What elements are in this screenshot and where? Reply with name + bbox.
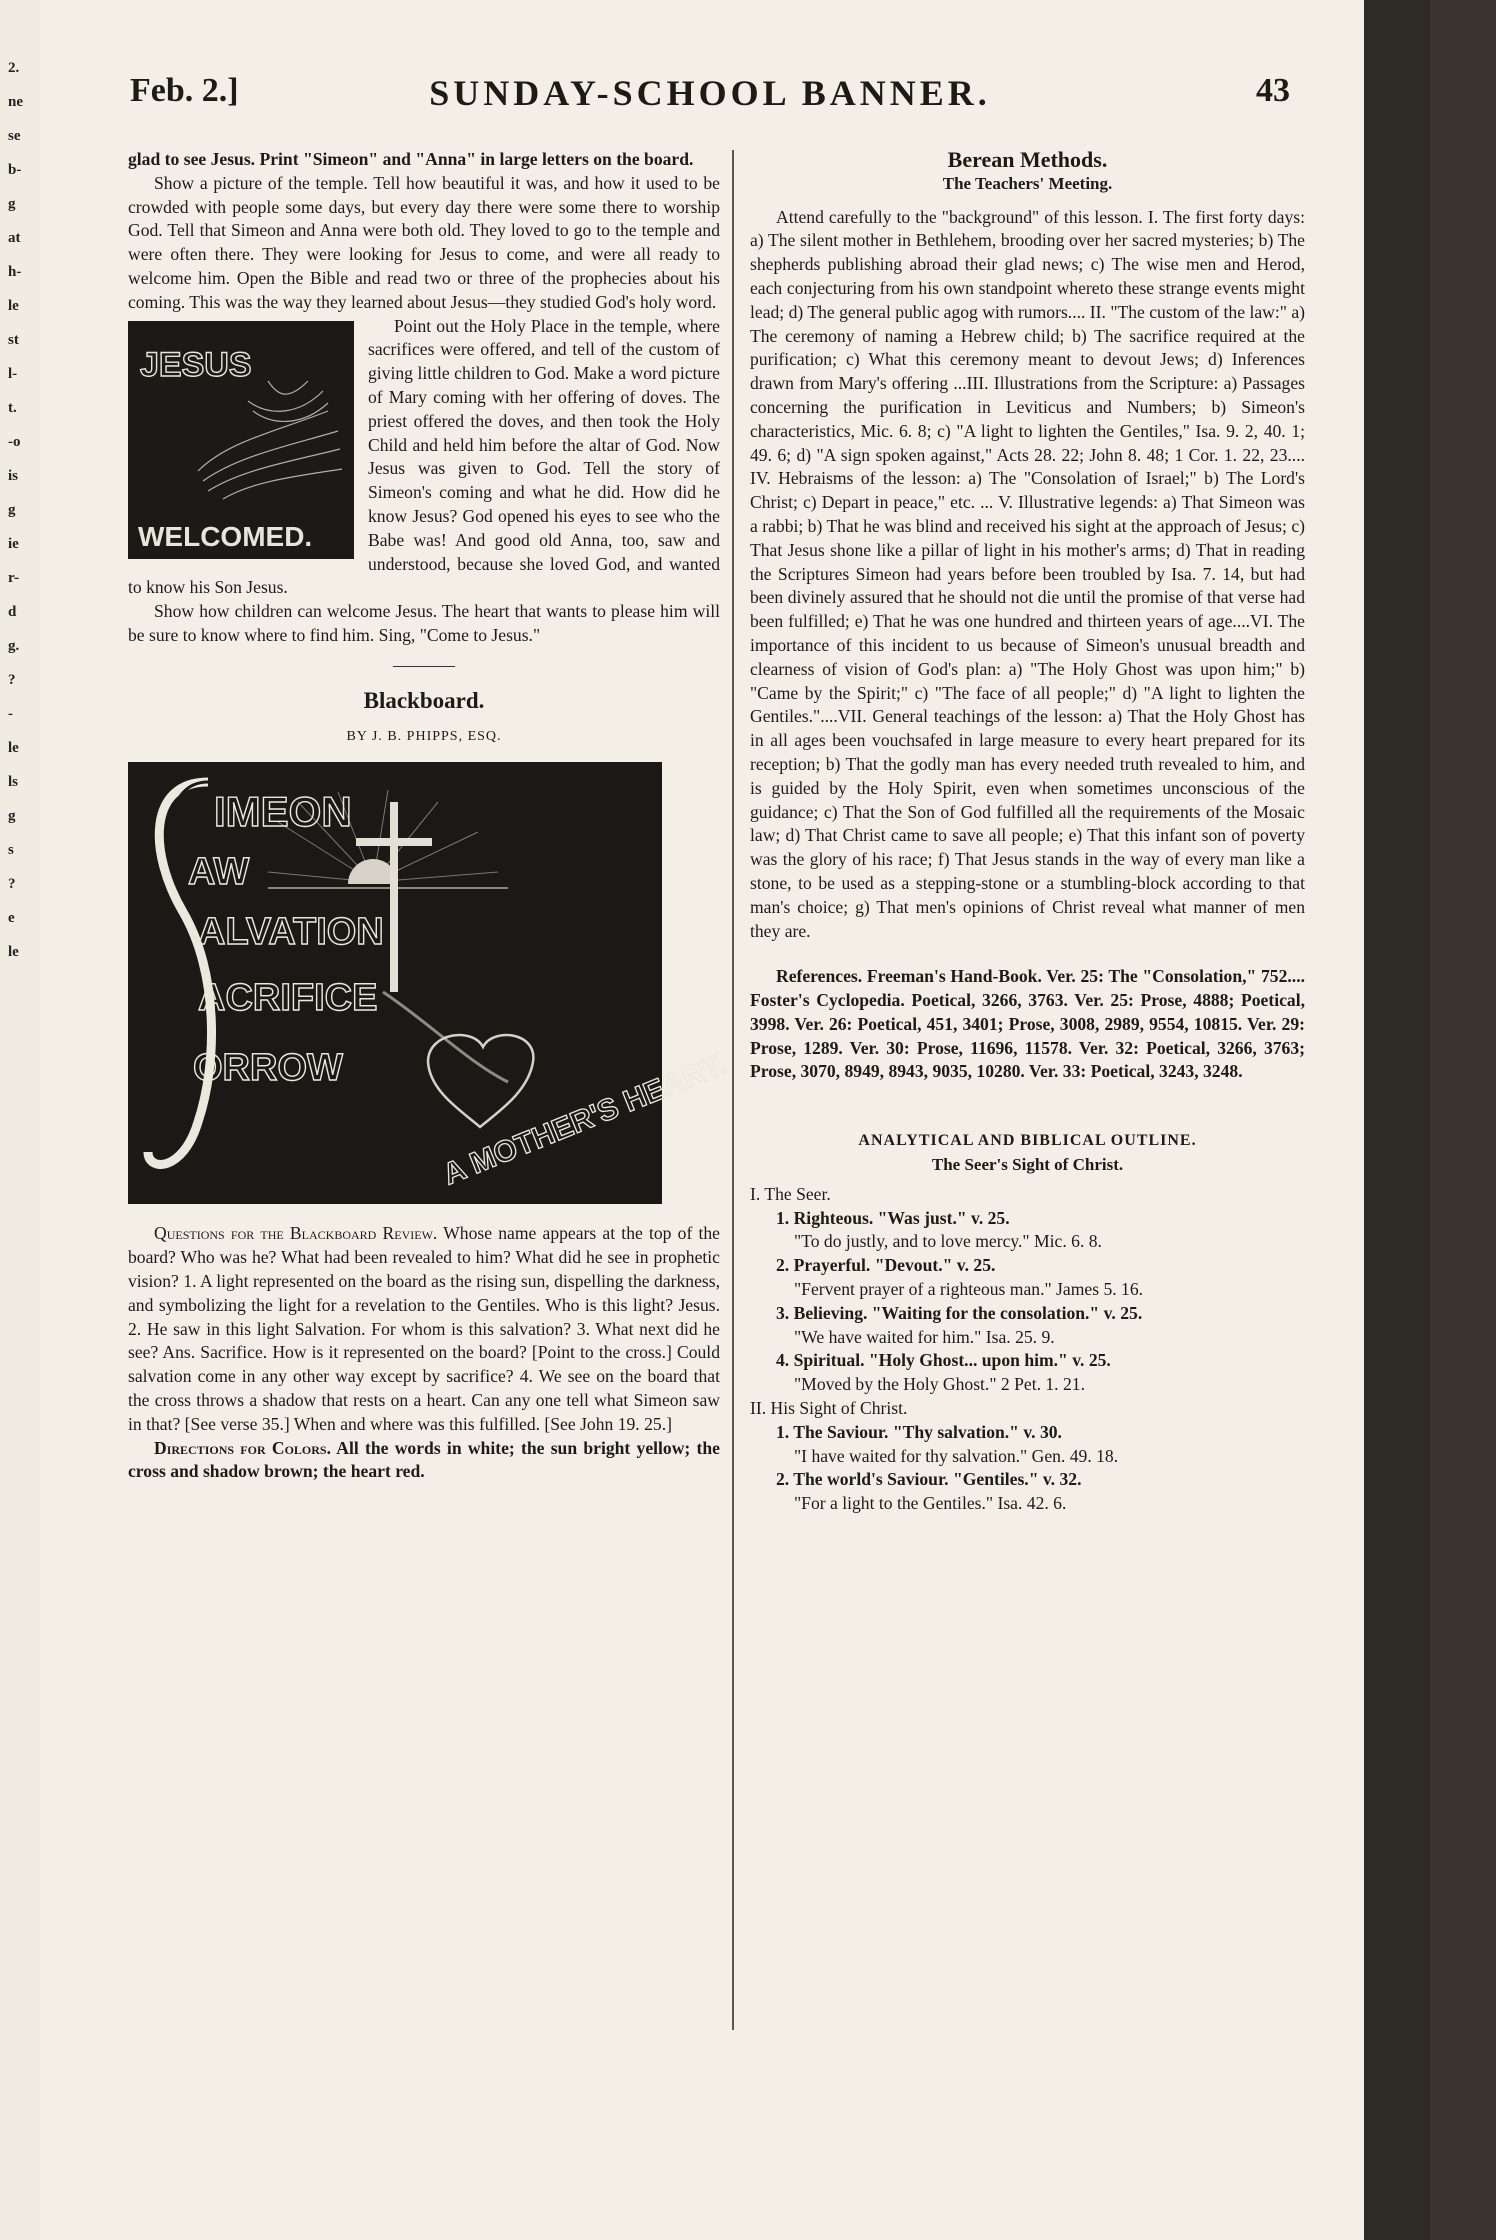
bb-line-sacrifice: ACRIFICE bbox=[198, 977, 378, 1020]
bleed-fragment: d bbox=[8, 604, 17, 620]
bleed-fragment: 2. bbox=[8, 60, 20, 76]
image-text-welcomed: WELCOMED. bbox=[138, 520, 313, 552]
bleed-fragment: g bbox=[8, 502, 16, 518]
questions-text: Whose name appears at the top of the board? Who was he? What had been revealed to him? What did he see in prophetic vision? 1. A light represented on the board as the rising sun, dispelling the darkness, and symbolizing the light for a revelation to the Gentiles. Who is this light? Jesus. 2. He saw in this light Salvation. For whom is this salvation? 3. What next did he see? Ans. Sacrifice. How is it represented on the board? [Point to the cross.] Could salvation come in any other way except by sacrifice? 4. We see on the board that the cross throws a shadow that rests on a heart. Can any one tell what Simeon saw in that? [See verse 35.] When and where was this fulfilled. [See John 19. 25.] bbox=[128, 1223, 720, 1434]
outline-heading: ANALYTICAL AND BIBLICAL OUTLINE. bbox=[858, 1132, 1197, 1150]
colors-text: All the words in white; the sun bright yellow; the cross and shadow brown; the heart red. bbox=[128, 1437, 720, 1482]
blackboard-illustration bbox=[128, 762, 732, 1204]
bleed-fragment: s bbox=[8, 842, 14, 858]
blackboard-byline: BY J. B. PHIPPS, ESQ. bbox=[346, 728, 502, 744]
image-text-jesus: JESUS bbox=[140, 345, 252, 384]
outline-item: "We have waited for him." Isa. 25. 9. bbox=[794, 1326, 1055, 1347]
bleed-fragment: -o bbox=[8, 434, 21, 450]
bb-line-simeon: IMEON bbox=[214, 788, 352, 836]
left-page-bleed bbox=[0, 0, 42, 2240]
hands-illustration bbox=[128, 321, 354, 559]
outline-item: 2. The world's Saviour. "Gentiles." v. 32. bbox=[776, 1469, 1082, 1490]
colors-paragraph bbox=[128, 1437, 720, 1485]
bleed-fragment: b- bbox=[8, 162, 22, 178]
bleed-fragment: ie bbox=[8, 536, 19, 552]
colors-label: Directions for Colors. bbox=[154, 1437, 332, 1458]
outline-item: "For a light to the Gentiles." Isa. 42. 6. bbox=[794, 1493, 1067, 1514]
bleed-fragment: se bbox=[8, 128, 21, 144]
outline-item: 4. Spiritual. "Holy Ghost... upon him." v. 25. bbox=[776, 1350, 1111, 1371]
questions-paragraph bbox=[128, 1222, 720, 1436]
section-rule bbox=[393, 666, 455, 667]
paragraph: glad to see Jesus. Print "Simeon" and "Anna" in large letters on the board. bbox=[128, 149, 694, 169]
references-text: Freeman's Hand-Book. Ver. 25: The "Consolation," 752.... Foster's Cyclopedia. Poetical, 3266, 3763. Ver. 25: Prose, 4888; Poetical, 3998. Ver. 26: Poetical, 451, 3401; Prose, 3008, 2989, 9554, 10815. Ver. 29: Prose, 1289. Ver. 30: Prose, 11696, 11578. Ver. 32: Poetical, 3266, 3763; Prose, 3070, 8949, 8943, 9035, 10280. Ver. 33: Poetical, 3243, 3248. bbox=[750, 966, 1305, 1082]
bleed-fragment: ? bbox=[8, 672, 16, 688]
blackboard-drawing bbox=[128, 762, 732, 1204]
bleed-fragment: st bbox=[8, 332, 19, 348]
bleed-fragment: le bbox=[8, 740, 19, 756]
paragraph: Show a picture of the temple. Tell how beautiful it was, and how it used to be crowded with people some days, but every day there were some there to worship God. Tell that Simeon and Anna were both old. They loved to go to the temple and were often there. They were looking for Jesus to come, and were all ready to welcome him. Open the Bible and read two or three of the prophecies about his coming. This was the way they learned about Jesus—they studied God's holy word. bbox=[128, 172, 720, 312]
outline-item: 3. Believing. "Waiting for the consolation." v. 25. bbox=[776, 1302, 1143, 1323]
paragraph: Show how children can welcome Jesus. The heart that wants to please him will be sure to know where to find him. Sing, "Come to Jesus." bbox=[128, 601, 720, 645]
bleed-fragment: - bbox=[8, 706, 13, 722]
header-title: SUNDAY-SCHOOL BANNER. bbox=[429, 73, 991, 113]
left-column bbox=[128, 148, 732, 1484]
outline-list bbox=[750, 1183, 1305, 1516]
outline-item: 1. The Saviour. "Thy salvation." v. 30. bbox=[776, 1421, 1062, 1442]
blackboard-heading: Blackboard. bbox=[363, 687, 485, 713]
outline-item: "Moved by the Holy Ghost." 2 Pet. 1. 21. bbox=[794, 1374, 1085, 1395]
berean-body: Attend carefully to the "background" of this lesson. I. The first forty days: a) The silent mother in Bethlehem, brooding over her sacred mysteries; b) The shepherds publishing abroad their glad news; c) The wise men and Herod, each conjecturing from his own standpoint whereto these strange events might lead; d) The general public agog with rumors.... II. "The custom of the law:" a) The ceremony of naming a Hebrew child; b) The sacrifice required at the purification; c) What this ceremony meant to devout Jews; d) Inferences drawn from Mary's offering ...III. Illustrations from the Scripture: a) Passages concerning the purification in Leviticus and Numbers; b) Simeon's characteristics, Mic. 6. 8; c) "A light to lighten the Gentiles," Isa. 9. 2, 40. 1; 49. 6; d) "A sign spoken against," Acts 28. 22; John 8. 48; 1 Cor. 1. 22, 23.... IV. Hebraisms of the lesson: a) The "Consolation of Israel;" b) The Lord's Christ; c) Depart in peace," etc. ... V. Illustrative legends: a) That Simeon was a rabbi; b) That he was blind and received his sight at the approach of Jesus; c) That Jesus shone like a pillar of light in his mother's arms; d) That in reading the Scriptures Simeon had years before been troubled by Isa. 7. 14, but had been divinely assured that he should not die until the promise of that verse had been fulfilled; e) That he was one hundred and thirteen years of age....VI. The importance of this incident to us because of Simeon's unusual breadth and clearness of vision of God's plan: a) "The Holy Ghost was upon him;" b) "Came by the Spirit;" c) "The face of all people;" d) "A light to lighten the Gentiles."....VII. General teachings of the lesson: a) That the Holy Ghost has in all ages been vouchsafed in large measure to every heart prepared for its reception; b) That the godly man has every needed truth revealed to him, and is guided by the Holy Spirit, even when sometimes unconscious of the guidance; c) That the Son of God fulfilled all the requirements of the Mosaic law; d) That Christ came to save all people; e) That this infant son of poverty was the glory of his race; f) That Jesus stands in the way of every man like a stone, to be used as a stepping-stone or a stumbling-block according to that man's choice; g) That men's opinions of Christ reveal what manner of men they are. bbox=[750, 206, 1305, 941]
jesus-welcomed-illustration bbox=[128, 321, 354, 559]
bleed-fragment: le bbox=[8, 944, 19, 960]
bleed-fragment: g bbox=[8, 196, 16, 212]
bb-line-sorrow: ORROW bbox=[193, 1047, 343, 1090]
bleed-fragment: g bbox=[8, 808, 16, 824]
bleed-fragment: r- bbox=[8, 570, 20, 586]
book-spine-edge bbox=[1364, 0, 1430, 2240]
outline-item: II. His Sight of Christ. bbox=[750, 1398, 908, 1419]
outline-item: I. The Seer. bbox=[750, 1183, 831, 1204]
document-page bbox=[40, 0, 1430, 2240]
header-date: Feb. 2.] bbox=[130, 72, 239, 109]
bb-line-salvation: ALVATION bbox=[198, 911, 384, 954]
questions-label: Questions for the Blackboard Review. bbox=[154, 1223, 438, 1244]
bleed-fragment: at bbox=[8, 230, 21, 246]
column-divider bbox=[732, 150, 734, 2030]
references-paragraph bbox=[750, 965, 1305, 1084]
bleed-fragment: l- bbox=[8, 366, 18, 382]
bleed-fragment: ? bbox=[8, 876, 16, 892]
bleed-fragment: ls bbox=[8, 774, 19, 790]
outline-item: "Fervent prayer of a righteous man." James 5. 16. bbox=[794, 1279, 1144, 1300]
spacer bbox=[997, 1110, 1059, 1111]
bleed-fragment: is bbox=[8, 468, 19, 484]
paragraph bbox=[128, 315, 720, 601]
outline-subheading: The Seer's Sight of Christ. bbox=[931, 1155, 1124, 1175]
bleed-fragment: ne bbox=[8, 94, 23, 110]
outline-item: 2. Prayerful. "Devout." v. 25. bbox=[776, 1255, 996, 1276]
bleed-fragment: le bbox=[8, 298, 19, 314]
references-label: References. bbox=[776, 966, 863, 987]
berean-heading: Berean Methods. bbox=[947, 147, 1108, 172]
berean-subheading: The Teachers' Meeting. bbox=[942, 173, 1113, 193]
bleed-fragment: h- bbox=[8, 264, 22, 280]
bleed-fragment: e bbox=[8, 910, 15, 926]
bleed-fragment: t. bbox=[8, 400, 17, 416]
bb-line-saw: AW bbox=[188, 851, 250, 894]
outline-item: "To do justly, and to love mercy." Mic. 6. 8. bbox=[794, 1231, 1102, 1252]
running-header bbox=[130, 72, 1290, 122]
bleed-fragment: g. bbox=[8, 638, 20, 654]
outline-item: 1. Righteous. "Was just." v. 25. bbox=[776, 1207, 1010, 1228]
page-number: 43 bbox=[1256, 72, 1290, 109]
outline-item: "I have waited for thy salvation." Gen. 49. 18. bbox=[794, 1445, 1119, 1466]
bb-heart-text: A MOTHER'S HEART. bbox=[438, 1047, 732, 1192]
paragraph-text: Point out the Holy Place in the temple, where sacrifices were offered, and tell of the custom of giving little children to God. Make a word picture of Mary coming with her offering of doves. The priest offered the doves, and then took the Holy Child and held him before the altar of God. Now Jesus was given to God. Tell the story of Simeon's coming and what he did. How did he know Jesus? God opened his eyes to see who the Babe was! And good old Anna, too, saw and understood, because she loved God, and wanted to know his Son Jesus. bbox=[128, 315, 720, 598]
right-column bbox=[750, 148, 1305, 1516]
